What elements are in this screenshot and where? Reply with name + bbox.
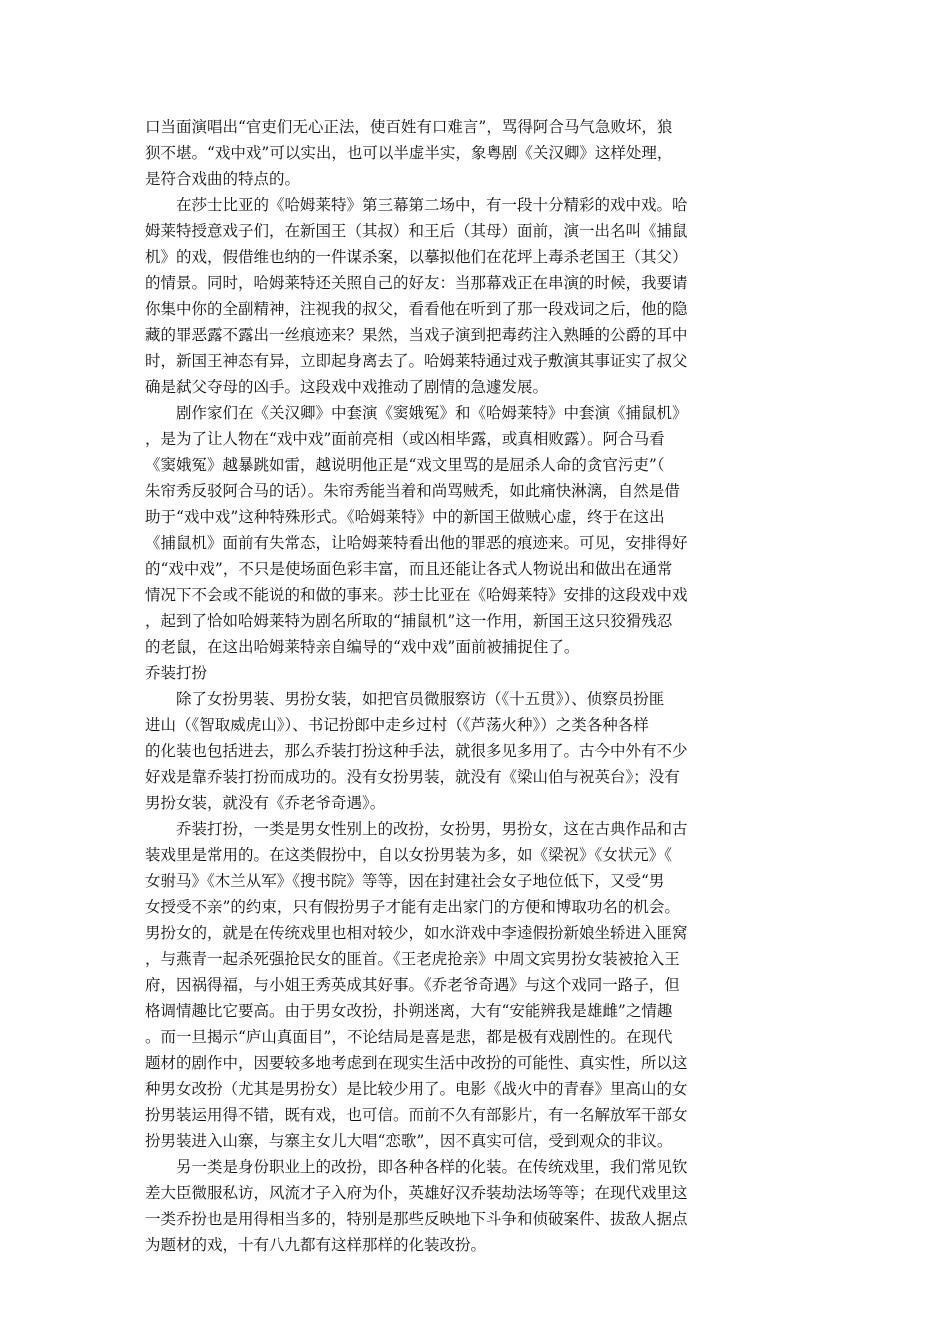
paragraph-5 xyxy=(145,816,740,1154)
text-line: 剧作家们在《关汉卿》中套演《窦娥冤》和《哈姆莱特》中套演《捕鼠机》 xyxy=(176,404,688,422)
text-line: 狈不堪。“戏中戏”可以实出，也可以半虚半实，象粤剧《关汉卿》这样处理， xyxy=(145,144,673,162)
text-line: 确是弑父夺母的凶手。这段戏中戏推动了剧情的急遽发展。 xyxy=(145,378,549,396)
text-line: 乔装打扮，一类是男女性别上的改扮，女扮男，男扮女，这在古典作品和古 xyxy=(176,820,688,838)
text-line: 情况下不会或不能说的和做的事来。莎士比亚在《哈姆莱特》安排的这段戏中戏 xyxy=(145,586,688,604)
text-line: 藏的罪恶露不露出一丝痕迹来？果然，当戏子演到把毒药注入熟睡的公爵的耳中 xyxy=(145,326,688,344)
text-line: 装戏里是常用的。在这类假扮中，自以女扮男装为多，如《梁祝》《女状元》《 xyxy=(145,846,673,864)
text-line: 在莎士比亚的《哈姆莱特》第三幕第二场中，有一段十分精彩的戏中戏。哈 xyxy=(176,196,688,214)
text-line: ，与燕青一起杀死强抢民女的匪首。《王老虎抢亲》中周文宾男扮女装被抢入王 xyxy=(145,950,680,968)
text-line: 助于“戏中戏”这种特殊形式。《哈姆莱特》中的新国王做贼心虚，终于在这出 xyxy=(145,508,665,526)
text-line: 口当面演唱出“官吏们无心正法，使百姓有口难言”，骂得阿合马气急败坏，狼 xyxy=(145,118,673,136)
text-line: 你集中你的全副精神，注视我的叔父，看看他在听到了那一段戏词之后，他的隐 xyxy=(145,300,688,318)
text-line: 男扮女的，就是在传统戏里也相对较少，如水浒戏中李逵假扮新娘坐轿进入匪窝 xyxy=(145,924,688,942)
text-line: 朱帘秀反驳阿合马的话）。朱帘秀能当着和尚骂贼秃，如此痛快淋漓，自然是借 xyxy=(145,482,680,500)
paragraph-4 xyxy=(145,686,740,816)
text-line: 除了女扮男装、男扮女装，如把官员微服察访（《十五贯》）、侦察员扮匪 xyxy=(176,690,665,708)
text-line: 为题材的戏，十有八九都有这样那样的化装改扮。 xyxy=(145,1236,487,1254)
text-line: 机》的戏，假借维也纳的一件谋杀案，以摹拟他们在花坪上毒杀老国王（其父） xyxy=(145,248,688,266)
text-line: 。而一旦揭示“庐山真面目”，不论结局是喜是悲，都是极有戏剧性的。在现代 xyxy=(145,1028,673,1046)
text-line: 《窦娥冤》越暴跳如雷，越说明他正是“戏文里骂的是屈杀人命的贪官污吏”（ xyxy=(145,456,665,474)
text-line: 好戏是靠乔装打扮而成功的。没有女扮男装，就没有《梁山伯与祝英台》；没有 xyxy=(145,768,680,786)
text-line: 的“戏中戏”，不只是使场面色彩丰富，而且还能让各式人物说出和做出在通常 xyxy=(145,560,673,578)
text-line: 另一类是身份职业上的改扮，即各种各样的化装。在传统戏里，我们常见钦 xyxy=(176,1158,688,1176)
text-line: 格调情趣比它要高。由于男女改扮，扑朔迷离，大有“安能辨我是雄雌”之情趣 xyxy=(145,1002,673,1020)
text-line: 《捕鼠机》面前有失常态，让哈姆莱特看出他的罪恶的痕迹来。可见，安排得好 xyxy=(145,534,688,552)
paragraph-1 xyxy=(145,114,740,192)
text-line: 是符合戏曲的特点的。 xyxy=(145,170,301,188)
text-line: 女授受不亲”的约束，只有假扮男子才能有走出家门的方便和博取功名的机会。 xyxy=(145,898,680,916)
paragraph-3 xyxy=(145,400,740,660)
text-line: 府，因祸得福，与小姐王秀英成其好事。《乔老爷奇遇》与这个戏同一路子，但 xyxy=(145,976,680,994)
text-line: 扮男装运用得不错，既有戏，也可信。而前不久有部影片，有一名解放军干部女 xyxy=(145,1106,688,1124)
text-line: 的老鼠，在这出哈姆莱特亲自编导的“戏中戏”面前被捕捉住了。 xyxy=(145,638,580,656)
text-line: 种男女改扮（尤其是男扮女）是比较少用了。电影《战火中的青春》里高山的女 xyxy=(145,1080,688,1098)
document-body xyxy=(145,114,740,1258)
paragraph-6 xyxy=(145,1154,740,1258)
text-line: 差大臣微服私访，风流才子入府为仆，英雄好汉乔装劫法场等等；在现代戏里这 xyxy=(145,1184,688,1202)
text-line: 扮男装进入山寨，与寨主女儿大唱“恋歌”，因不真实可信，受到观众的非议。 xyxy=(145,1132,673,1150)
text-line: 进山（《智取威虎山》）、书记扮郎中走乡过村（《芦荡火种》）之类各种各样 xyxy=(145,716,649,734)
text-line: 姆莱特授意戏子们，在新国王（其叔）和王后（其母）面前，演一出名叫《捕鼠 xyxy=(145,222,688,240)
text-line: ，起到了恰如哈姆莱特为剧名所取的“捕鼠机”这一作用，新国王这只狡猾残忍 xyxy=(145,612,673,630)
text-line: 女驸马》《木兰从军》《搜书院》等等，因在封建社会女子地位低下，又受“男 xyxy=(145,872,665,890)
text-line: 的化装也包括进去，那么乔装打扮这种手法，就很多见多用了。古今中外有不少 xyxy=(145,742,688,760)
text-line: 一类乔扮也是用得相当多的，特别是那些反映地下斗争和侦破案件、拔敌人据点 xyxy=(145,1210,688,1228)
text-line: 题材的剧作中，因要较多地考虑到在现实生活中改扮的可能性、真实性，所以这 xyxy=(145,1054,688,1072)
text-line: 时，新国王神态有异，立即起身离去了。哈姆莱特通过戏子敷演其事证实了叔父 xyxy=(145,352,688,370)
text-line: 的情景。同时，哈姆莱特还关照自己的好友：当那幕戏正在串演的时候，我要请 xyxy=(145,274,688,292)
paragraph-2 xyxy=(145,192,740,400)
section-heading: 乔装打扮 xyxy=(145,664,208,682)
text-line: ，是为了让人物在“戏中戏”面前亮相（或凶相毕露，或真相败露）。阿合马看 xyxy=(145,430,665,448)
text-line: 男扮女装，就没有《乔老爷奇遇》。 xyxy=(145,794,386,812)
